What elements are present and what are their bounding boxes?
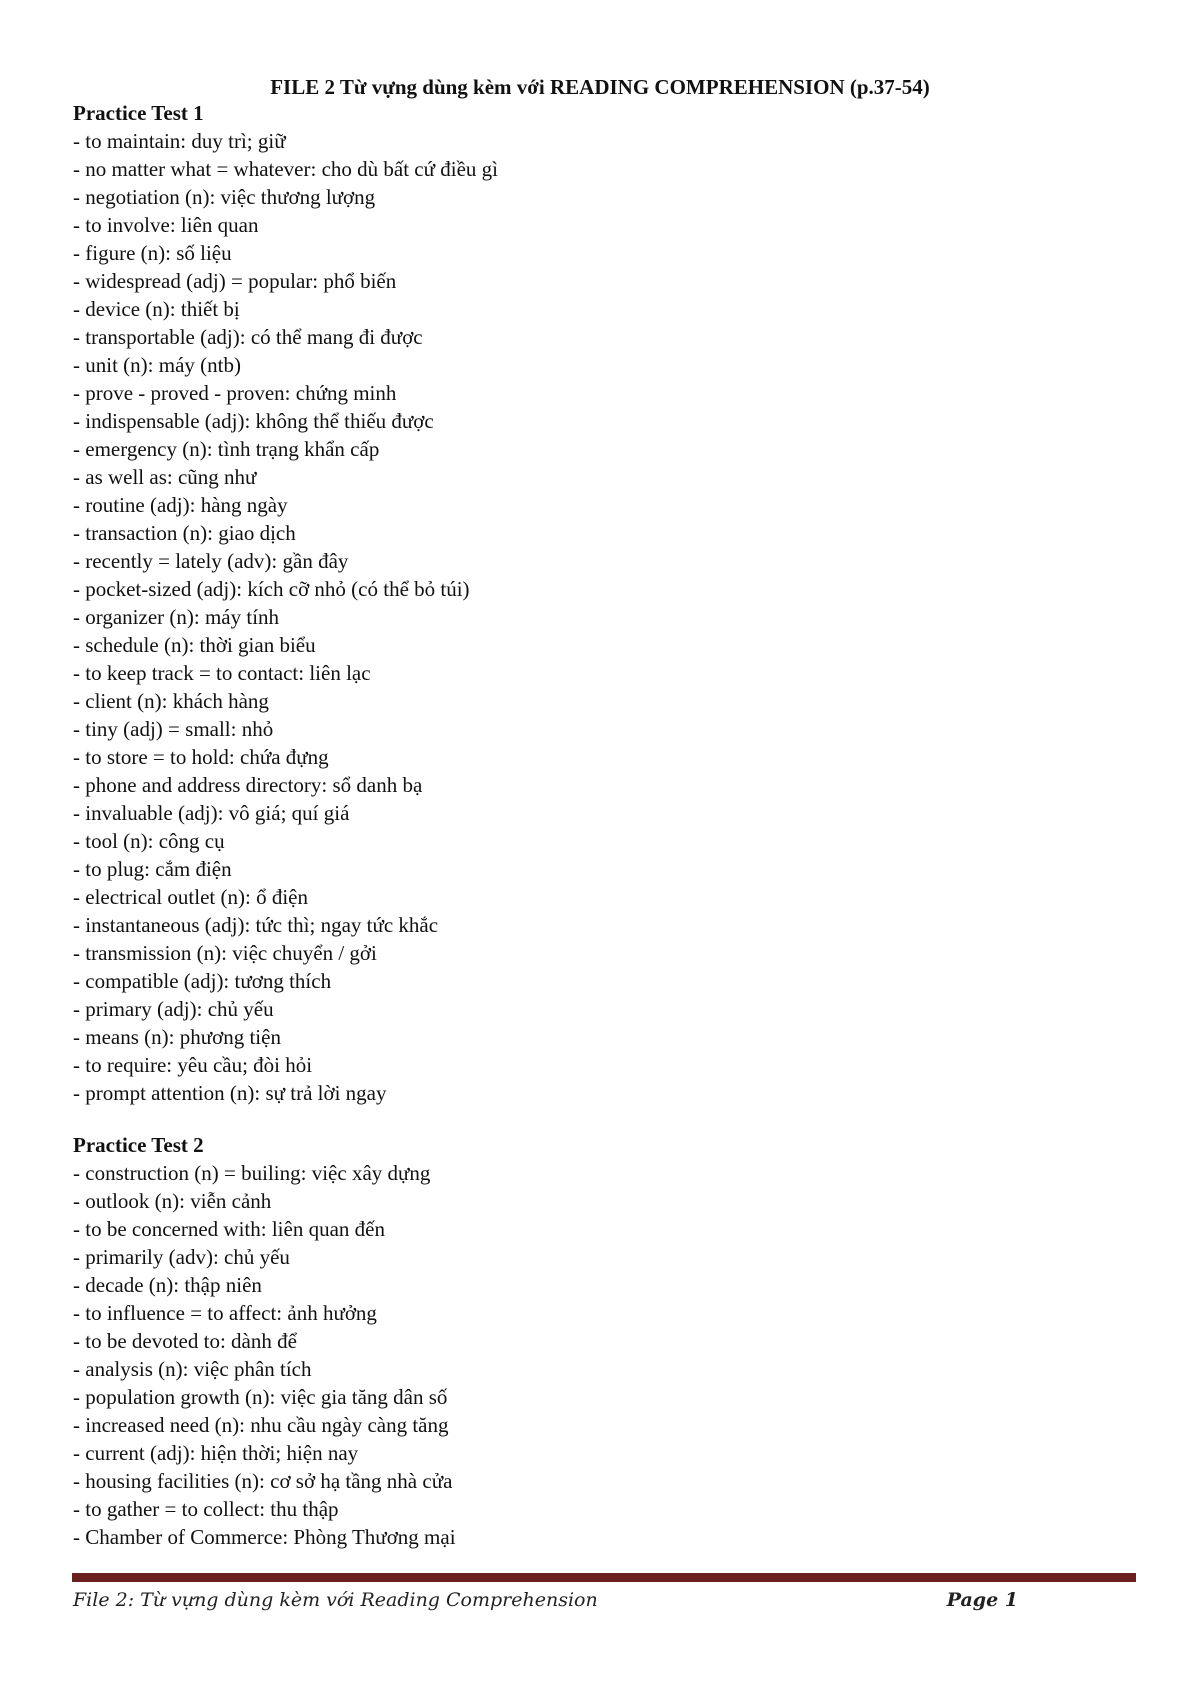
- vocabulary-entry: - primarily (adv): chủ yếu: [73, 1245, 290, 1269]
- vocabulary-entry: - increased need (n): nhu cầu ngày càng tăng: [73, 1413, 449, 1437]
- vocabulary-entry: - as well as: cũng như: [73, 465, 257, 489]
- vocabulary-entry: - tiny (adj) = small: nhỏ: [73, 717, 274, 741]
- footer-document-name: File 2: Từ vựng dùng kèm với Reading Comprehension: [73, 1589, 598, 1611]
- vocabulary-entry: - schedule (n): thời gian biểu: [73, 633, 316, 657]
- vocabulary-entry: - to store = to hold: chứa đựng: [73, 745, 329, 769]
- vocabulary-entry: - population growth (n): việc gia tăng dân số: [73, 1385, 448, 1409]
- vocabulary-entry: - to influence = to affect: ảnh hưởng: [73, 1301, 377, 1325]
- vocabulary-entry: - routine (adj): hàng ngày: [73, 493, 288, 517]
- vocabulary-entry: - client (n): khách hàng: [73, 689, 269, 713]
- vocabulary-entry: - housing facilities (n): cơ sở hạ tầng nhà cửa: [73, 1469, 453, 1493]
- vocabulary-entry: - figure (n): số liệu: [73, 241, 232, 265]
- section-practice-test-2: [73, 1131, 1133, 1551]
- vocabulary-entry: - widespread (adj) = popular: phổ biến: [73, 269, 397, 293]
- vocabulary-entry: - indispensable (adj): không thể thiếu được: [73, 409, 434, 433]
- vocabulary-entry: - outlook (n): viễn cảnh: [73, 1189, 272, 1213]
- vocabulary-entry: - transportable (adj): có thể mang đi được: [73, 325, 423, 349]
- vocabulary-entry: - instantaneous (adj): tức thì; ngay tức khắc: [73, 913, 439, 937]
- vocabulary-entry: - to be devoted to: dành để: [73, 1329, 297, 1353]
- vocabulary-entry: - to plug: cắm điện: [73, 857, 232, 881]
- vocabulary-entry: - decade (n): thập niên: [73, 1273, 262, 1297]
- vocabulary-entry: - compatible (adj): tương thích: [73, 969, 332, 993]
- vocabulary-entry: - electrical outlet (n): ổ điện: [73, 885, 308, 909]
- vocabulary-entry: - to keep track = to contact: liên lạc: [73, 661, 371, 685]
- vocabulary-entry: - primary (adj): chủ yếu: [73, 997, 274, 1021]
- vocabulary-entry: - transaction (n): giao dịch: [73, 521, 296, 545]
- vocabulary-entry: - invaluable (adj): vô giá; quí giá: [73, 801, 350, 825]
- vocabulary-entry: - pocket-sized (adj): kích cỡ nhỏ (có thể bỏ túi): [73, 577, 470, 601]
- section-heading: Practice Test 1: [73, 101, 204, 125]
- vocabulary-entry: - unit (n): máy (ntb): [73, 353, 241, 377]
- vocabulary-entry: - to gather = to collect: thu thập: [73, 1497, 339, 1521]
- vocabulary-entry: - device (n): thiết bị: [73, 297, 240, 321]
- vocabulary-entry: - recently = lately (adv): gần đây: [73, 549, 349, 573]
- section-practice-test-1: [73, 99, 1133, 1107]
- vocabulary-entry: - organizer (n): máy tính: [73, 605, 280, 629]
- vocabulary-entry: - to maintain: duy trì; giữ: [73, 129, 286, 153]
- vocabulary-entry: - tool (n): công cụ: [73, 829, 225, 853]
- vocabulary-entry: - construction (n) = builing: việc xây dựng: [73, 1161, 431, 1185]
- vocabulary-entry: - to be concerned with: liên quan đến: [73, 1217, 385, 1241]
- vocabulary-entry: - current (adj): hiện thời; hiện nay: [73, 1441, 359, 1465]
- vocabulary-entry: - prove - proved - proven: chứng minh: [73, 381, 397, 405]
- footer-page-number: Page 1: [946, 1589, 1018, 1611]
- vocabulary-entry: - negotiation (n): việc thương lượng: [73, 185, 376, 209]
- document-title: FILE 2 Từ vựng dùng kèm với READING COMPREHENSION (p.37-54): [270, 75, 930, 99]
- vocabulary-entry: - phone and address directory: sổ danh bạ: [73, 773, 423, 797]
- vocabulary-entry: - analysis (n): việc phân tích: [73, 1357, 312, 1381]
- section-heading: Practice Test 2: [73, 1133, 204, 1157]
- footer-divider: [72, 1573, 1136, 1582]
- vocabulary-entry: - prompt attention (n): sự trả lời ngay: [73, 1081, 387, 1105]
- vocabulary-entry: - to involve: liên quan: [73, 213, 259, 237]
- vocabulary-entry: - transmission (n): việc chuyển / gởi: [73, 941, 377, 965]
- vocabulary-entry: - emergency (n): tình trạng khẩn cấp: [73, 437, 380, 461]
- vocabulary-entry: - means (n): phương tiện: [73, 1025, 281, 1049]
- vocabulary-list: [73, 1159, 1133, 1551]
- vocabulary-entry: - no matter what = whatever: cho dù bất cứ điều gì: [73, 157, 499, 181]
- vocabulary-list: [73, 127, 1133, 1107]
- vocabulary-entry: - Chamber of Commerce: Phòng Thương mại: [73, 1525, 456, 1549]
- vocabulary-entry: - to require: yêu cầu; đòi hỏi: [73, 1053, 313, 1077]
